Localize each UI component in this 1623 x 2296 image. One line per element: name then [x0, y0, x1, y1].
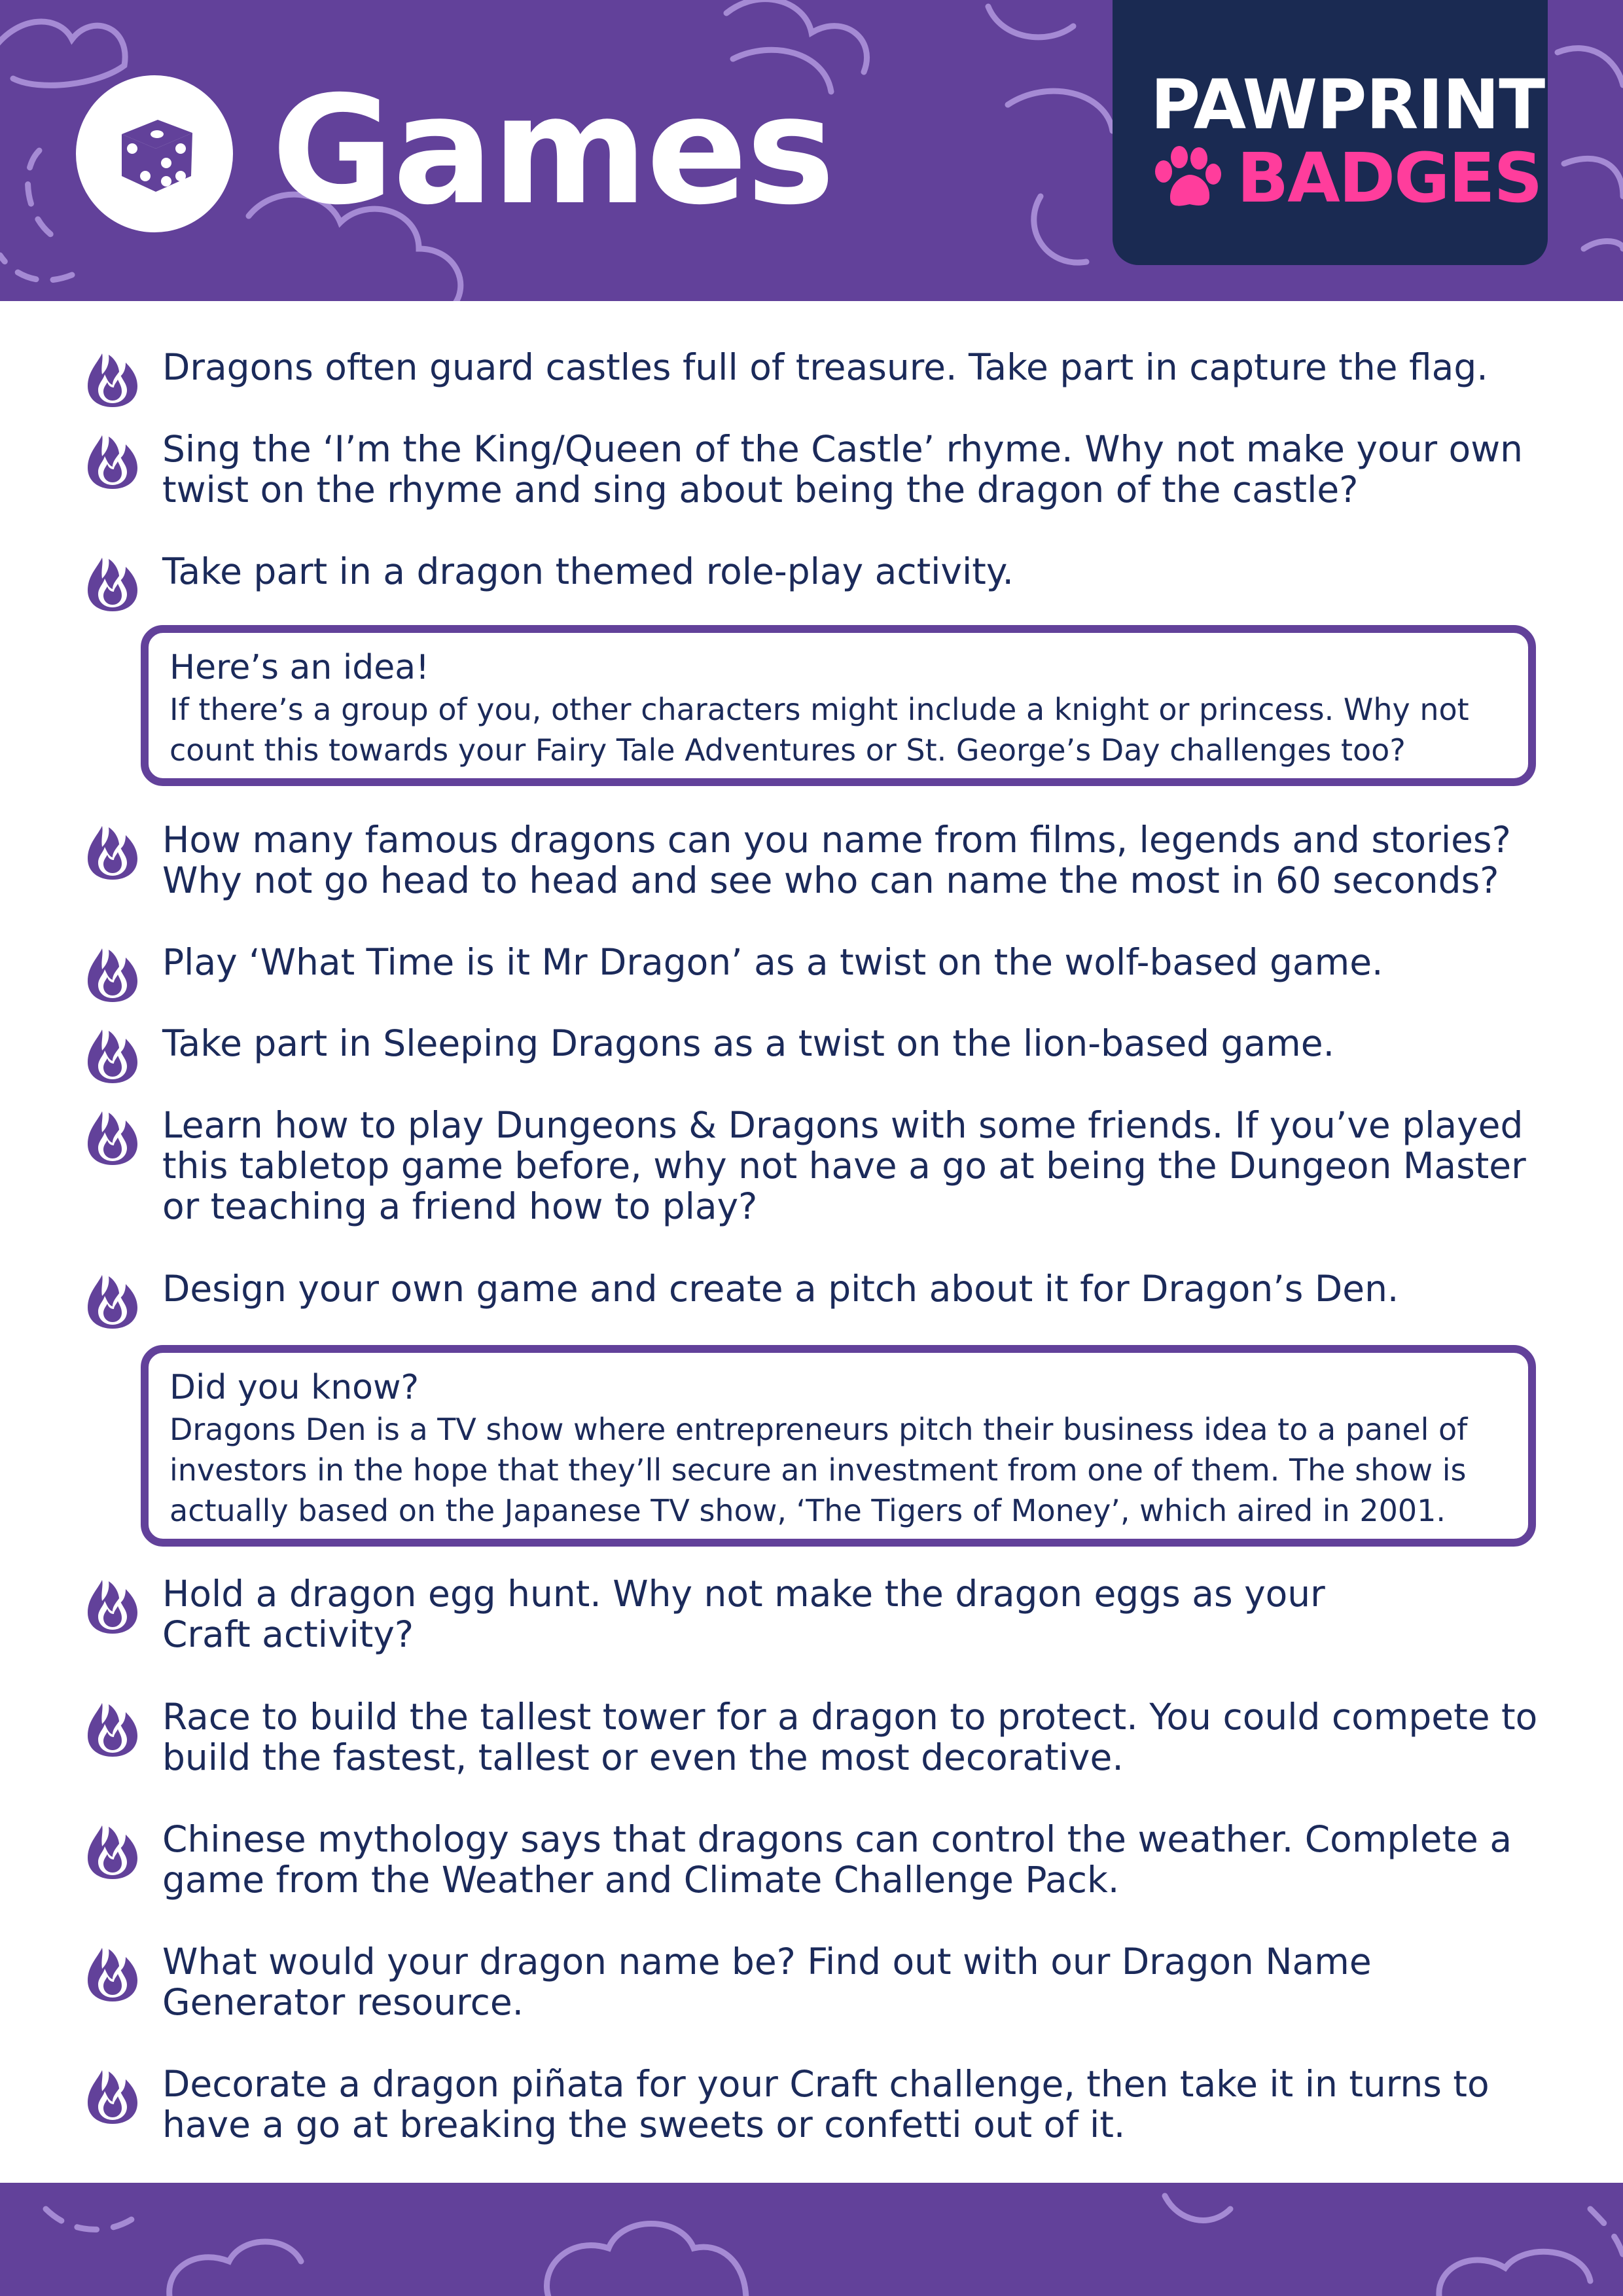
cloud-pattern-footer — [0, 2183, 1623, 2296]
flame-icon — [82, 1821, 143, 1884]
list-item-text: Design your own game and create a pitch about it for Dragon’s Den. — [162, 1268, 1399, 1310]
list-item-text: Decorate a dragon piñata for your Craft challenge, then take it in turns to — [162, 2063, 1489, 2105]
list-item-text: Play ‘What Time is it Mr Dragon’ as a twist on the wolf-based game. — [162, 941, 1383, 983]
list-item-text: Dragons often guard castles full of treasure. Take part in capture the flag. — [162, 346, 1488, 388]
flame-icon — [82, 554, 143, 617]
list-item-text: Take part in a dragon themed role-play activity. — [162, 550, 1014, 592]
flame-icon — [82, 2066, 143, 2129]
paw-icon — [1152, 145, 1224, 211]
flame-icon — [82, 1026, 143, 1088]
list-item — [0, 347, 1623, 394]
list-item-text: twist on the rhyme and sing about being the dragon of the castle? — [162, 469, 1359, 511]
fact-callout-box — [141, 1345, 1536, 1547]
list-item — [0, 1819, 1623, 1907]
page-title: Games — [272, 63, 834, 238]
flame-icon — [82, 944, 143, 1007]
flame-icon — [82, 1699, 143, 1762]
list-item — [0, 1573, 1623, 1661]
list-item — [0, 2064, 1623, 2151]
list-item-text: or teaching a friend how to play? — [162, 1185, 758, 1227]
dice-icon — [109, 108, 200, 200]
list-item-text: Craft activity? — [162, 1613, 414, 1655]
callout-text: investors in the hope that they’ll secure an investment from one of them. The show is — [169, 1452, 1467, 1488]
callout-text: actually based on the Japanese TV show, ‘The Tigers of Money’, which aired in 2001. — [169, 1493, 1446, 1528]
list-item-text: Generator resource. — [162, 1981, 524, 2023]
list-item — [0, 1023, 1623, 1070]
flame-icon — [82, 431, 143, 494]
list-item-text: have a go at breaking the sweets or confetti out of it. — [162, 2104, 1126, 2145]
list-item-text: Why not go head to head and see who can name the most in 60 seconds? — [162, 859, 1499, 901]
list-item — [0, 942, 1623, 989]
list-item — [0, 551, 1623, 598]
list-item-text: build the fastest, tallest or even the most decorative. — [162, 1736, 1124, 1778]
list-item-text: Sing the ‘I’m the King/Queen of the Castle’ rhyme. Why not make your own — [162, 428, 1524, 470]
callout-text: Dragons Den is a TV show where entrepreneurs pitch their business idea to a panel of — [169, 1412, 1468, 1447]
list-item — [0, 429, 1623, 516]
dice-icon-badge — [76, 75, 233, 232]
list-item-text: game from the Weather and Climate Challenge Pack. — [162, 1859, 1120, 1901]
list-item-text: What would your dragon name be? Find out with our Dragon Name — [162, 1941, 1372, 1982]
flame-icon — [82, 1944, 143, 2007]
list-item — [0, 1268, 1623, 1316]
pawprint-badges-logo — [1113, 0, 1548, 265]
list-item-text: this tabletop game before, why not have a go at being the Dungeon Master — [162, 1145, 1526, 1187]
list-item — [0, 1941, 1623, 2029]
callout-title: Did you know? — [169, 1368, 419, 1407]
list-item-text: Hold a dragon egg hunt. Why not make the dragon eggs as your — [162, 1573, 1325, 1615]
list-item-text: Take part in Sleeping Dragons as a twist on the lion-based game. — [162, 1022, 1335, 1064]
list-item-text: How many famous dragons can you name from films, legends and stories? — [162, 819, 1511, 861]
list-item — [0, 1696, 1623, 1784]
callout-text: count this towards your Fairy Tale Adventures or St. George’s Day challenges too? — [169, 732, 1406, 768]
flame-icon — [82, 1107, 143, 1170]
flame-icon — [82, 822, 143, 885]
list-item-text: Learn how to play Dungeons & Dragons with some friends. If you’ve played — [162, 1104, 1524, 1146]
flame-icon — [82, 1271, 143, 1334]
list-item-text: Race to build the tallest tower for a dragon to protect. You could compete to — [162, 1696, 1538, 1738]
callout-text: If there’s a group of you, other characters might include a knight or princess. Why not — [169, 692, 1469, 727]
flame-icon — [82, 350, 143, 412]
logo-text-top: PAWPRINT — [1150, 65, 1545, 145]
callout-title: Here’s an idea! — [169, 648, 429, 687]
idea-callout-box — [141, 625, 1536, 786]
flame-icon — [82, 1576, 143, 1639]
list-item — [0, 1105, 1623, 1233]
logo-text-bottom: BADGES — [1237, 138, 1542, 218]
list-item-text: Chinese mythology says that dragons can control the weather. Complete a — [162, 1818, 1512, 1860]
list-item — [0, 819, 1623, 907]
footer-banner — [0, 2183, 1623, 2296]
header-banner — [0, 0, 1623, 301]
